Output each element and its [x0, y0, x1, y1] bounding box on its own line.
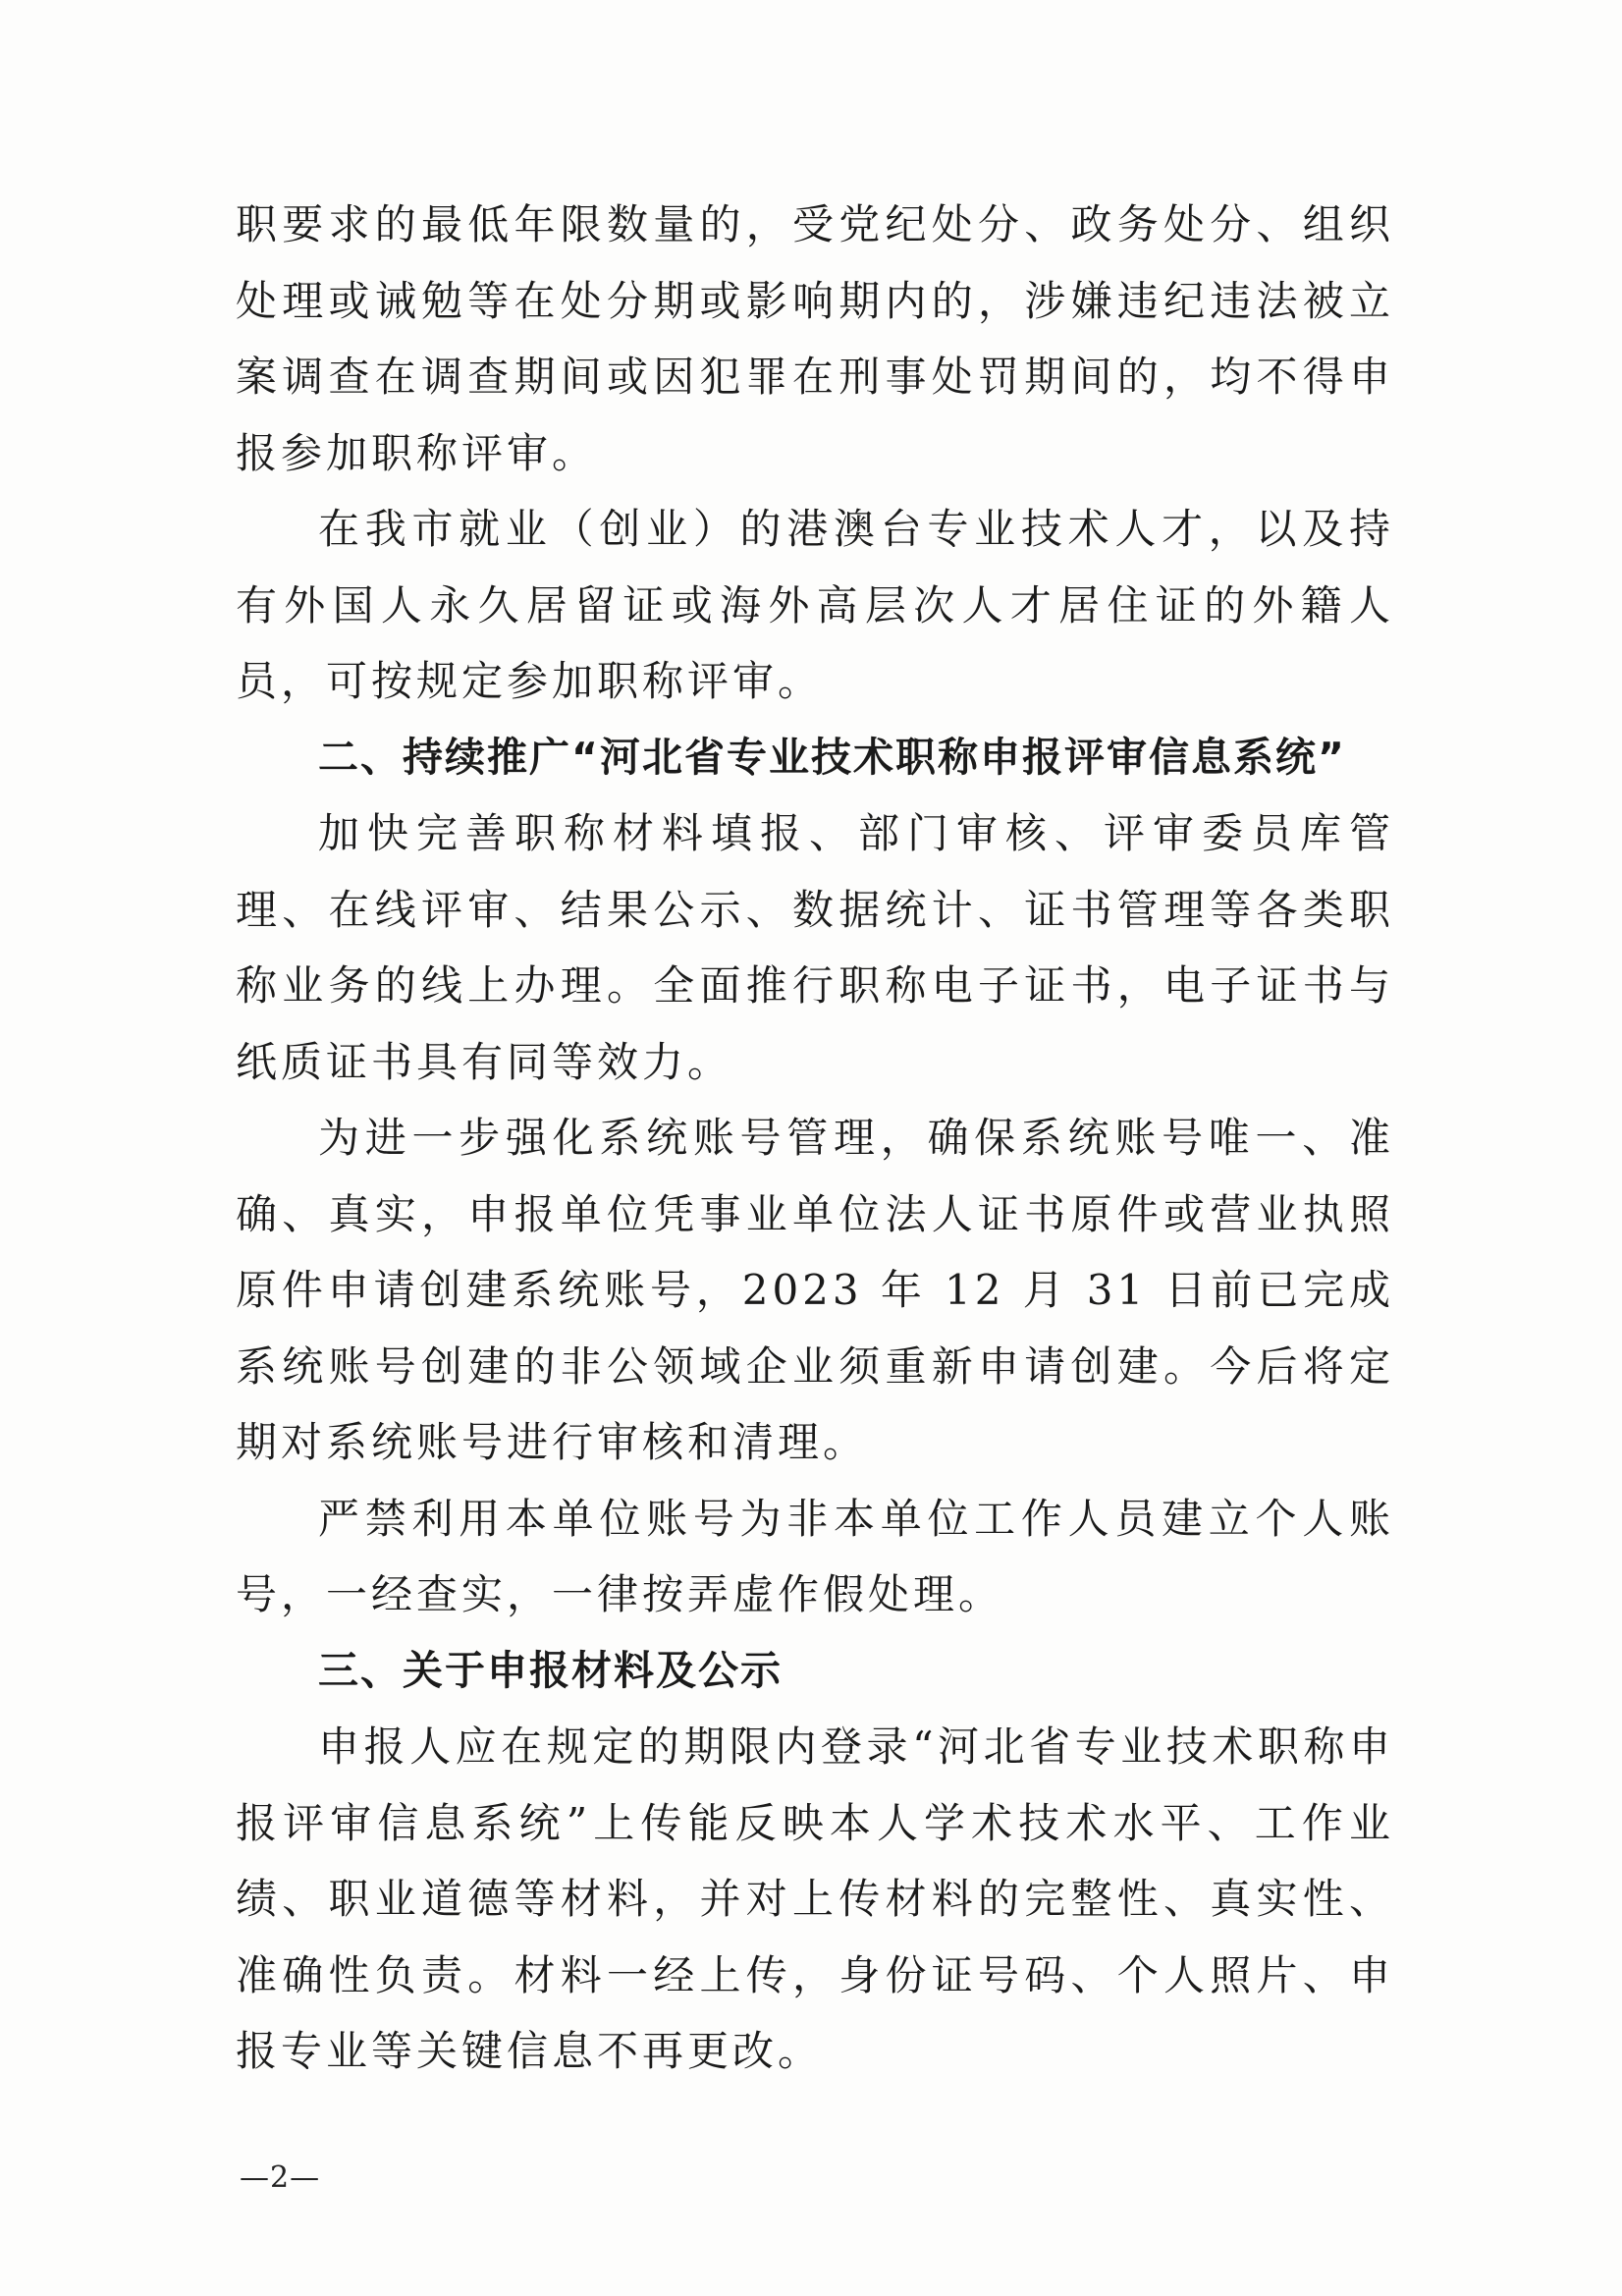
section-heading-2: 二、持续推广“河北省专业技术职称申报评审信息系统” — [318, 733, 1346, 781]
paragraph-account-management: 为进一步强化系统账号管理，确保系统账号唯一、准确、真实，申报单位凭事业单位法人证书原件或营业执照原件申请创建系统账号，2023 年 12 月 31 日前已完成系统账号创建的非公领域企业须重新申请创建。今后将定期对系统账号进行审核和清理。 — [236, 1114, 1394, 1466]
document-body — [236, 187, 1394, 2090]
paragraph-application-materials: 申报人应在规定的期限内登录“河北省专业技术职称申报评审信息系统”上传能反映本人学术技术水平、工作业绩、职业道德等材料，并对上传材料的完整性、真实性、准确性负责。材料一经上传，身份证号码、个人照片、申报专业等关键信息不再更改。 — [236, 1722, 1394, 2075]
page-number: —2— — [240, 2160, 321, 2195]
section-heading-3: 三、关于申报材料及公示 — [318, 1646, 783, 1694]
paragraph-eligibility-restrictions: 职要求的最低年限数量的，受党纪处分、政务处分、组织处理或诫勉等在处分期或影响期内的，涉嫌违纪违法被立案调查在调查期间或因犯罪在刑事处罚期间的，均不得申报参加职称评审。 — [236, 200, 1394, 477]
paragraph-account-misuse: 严禁利用本单位账号为非本单位工作人员建立个人账号，一经查实，一律按弄虚作假处理。 — [236, 1494, 1394, 1618]
paragraph-hk-macao-taiwan-talent: 在我市就业（创业）的港澳台专业技术人才，以及持有外国人永久居留证或海外高层次人才居住证的外籍人员，可按规定参加职称评审。 — [236, 505, 1394, 705]
paragraph-online-processing: 加快完善职称材料填报、部门审核、评审委员库管理、在线评审、结果公示、数据统计、证书管理等各类职称业务的线上办理。全面推行职称电子证书，电子证书与纸质证书具有同等效力。 — [236, 809, 1394, 1086]
